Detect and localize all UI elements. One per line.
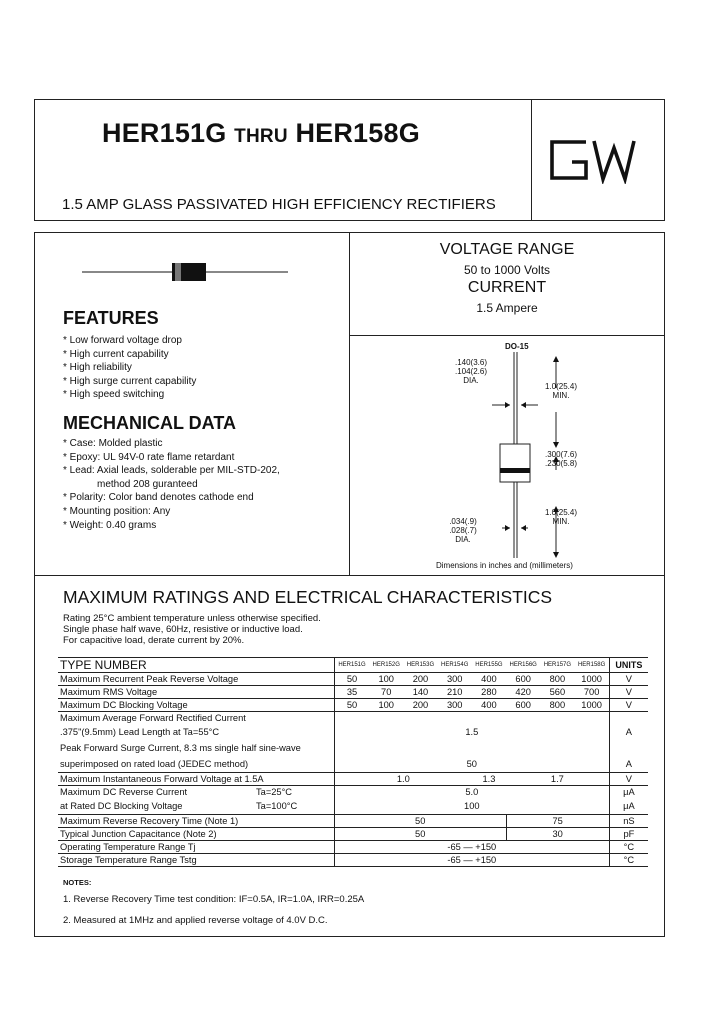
list-item: method 208 guranteed <box>97 478 198 490</box>
units-header: UNITS <box>609 658 648 673</box>
table-row: Maximum RMS Voltage 35 70 140 210 280 420 560 700 V <box>58 686 648 699</box>
dim-lead-len-bot: 1.0(25.4) MIN. <box>544 508 578 526</box>
type-header: HER151G <box>334 658 369 673</box>
note-2: 2. Measured at 1MHz and applied reverse voltage of 4.0V D.C. <box>63 915 328 926</box>
table-row: Maximum Instantaneous Forward Voltage at 1.5A 1.0 1.3 1.7 V <box>58 773 648 786</box>
mechanical-heading: MECHANICAL DATA <box>63 413 236 433</box>
page-title <box>102 118 420 149</box>
table-row: Typical Junction Capacitance (Note 2) 50 30 pF <box>58 828 648 841</box>
list-item: * High speed switching <box>63 389 165 401</box>
type-header: HER153G <box>403 658 437 673</box>
thru-label: THRU <box>234 126 288 147</box>
table-row: Maximum Recurrent Peak Reverse Voltage 50 100 200 300 400 600 800 1000 V <box>58 673 648 686</box>
list-item: * High current capability <box>63 348 169 360</box>
rating-conditions: Rating 25°C ambient temperature unless otherwise specified. Single phase half wave, 60Hz, resistive or inductive load. For capacitive load, derate current by 20%. <box>63 613 321 646</box>
list-item: * Weight: 0.40 grams <box>63 519 157 531</box>
dimensions-caption: Dimensions in inches and (millimeters) <box>436 561 573 570</box>
type-header: HER158G <box>575 658 610 673</box>
type-header: HER152G <box>369 658 403 673</box>
voltage-range-value: 50 to 1000 Volts <box>463 263 551 277</box>
table-row: Operating Temperature Range Tj -65 — +150 °C <box>58 841 648 854</box>
table-row: Maximum DC Blocking Voltage 50 100 200 300 400 600 800 1000 V <box>58 699 648 712</box>
features-heading: FEATURES <box>63 308 159 328</box>
voltage-range-heading: VOLTAGE RANGE <box>439 241 575 258</box>
dim-lead-dia: .140(3.6) .104(2.6) DIA. <box>454 358 488 385</box>
package-name: DO-15 <box>505 342 529 351</box>
diode-illustration <box>80 260 292 284</box>
type-header: HER156G <box>506 658 540 673</box>
current-value: 1.5 Ampere <box>476 301 538 315</box>
ranges-text <box>350 241 664 315</box>
table-row: .375"(9.5mm) Lead Length at Ta=55°C 1.5 A <box>58 724 648 740</box>
type-header: HER155G <box>472 658 506 673</box>
list-item: * Low forward voltage drop <box>63 335 182 346</box>
dim-lead-len-top: 1.0(25.4) MIN. <box>544 382 578 400</box>
table-row: Maximum DC Reverse Current Ta=25°C 5.0 μA <box>58 786 648 799</box>
type-header: HER157G <box>540 658 574 673</box>
table-row: Peak Forward Surge Current, 8.3 ms single half sine-wave <box>58 740 648 756</box>
list-item: * Epoxy: UL 94V-0 rate flame retardant <box>63 451 235 463</box>
table-row: at Rated DC Blocking Voltage Ta=100°C 100 μA <box>58 798 648 815</box>
table-row: superimposed on rated load (JEDEC method) 50 A <box>58 756 648 773</box>
notes-heading: NOTES: <box>63 878 92 887</box>
table-row: Maximum Reverse Recovery Time (Note 1) 50 75 nS <box>58 815 648 828</box>
characteristics-heading: MAXIMUM RATINGS AND ELECTRICAL CHARACTERISTICS <box>63 587 553 607</box>
mechanical-list <box>63 437 280 532</box>
dim-body-len: .300(7.6) .230(5.8) <box>544 450 578 468</box>
list-item: * High reliability <box>63 362 132 374</box>
type-header: HER154G <box>438 658 472 673</box>
list-item: * Polarity: Color band denotes cathode end <box>63 492 254 504</box>
note-1: 1. Reverse Recovery Time test condition: IF=0.5A, IR=1.0A, IRR=0.25A <box>63 894 365 905</box>
table-row: Maximum Average Forward Rectified Current <box>58 712 648 725</box>
table-row <box>58 658 648 673</box>
type-number-header: TYPE NUMBER <box>58 658 334 673</box>
page-subtitle: 1.5 AMP GLASS PASSIVATED HIGH EFFICIENCY RECTIFIERS <box>62 196 496 213</box>
part-to: HER158G <box>295 118 420 148</box>
current-heading: CURRENT <box>467 279 547 296</box>
part-from: HER151G <box>102 118 227 148</box>
list-item: * Mounting position: Any <box>63 505 171 517</box>
dim-wire-dia: .034(.9) .028(.7) DIA. <box>449 517 477 544</box>
list-item: * High surge current capability <box>63 375 197 387</box>
gw-logo <box>548 136 648 184</box>
list-item: * Lead: Axial leads, solderable per MIL-STD-202, <box>63 465 280 477</box>
table-row: Storage Temperature Range Tstg -65 — +150 °C <box>58 854 648 867</box>
features-list <box>63 334 196 402</box>
ratings-table <box>58 657 648 867</box>
list-item: * Case: Molded plastic <box>63 438 163 449</box>
